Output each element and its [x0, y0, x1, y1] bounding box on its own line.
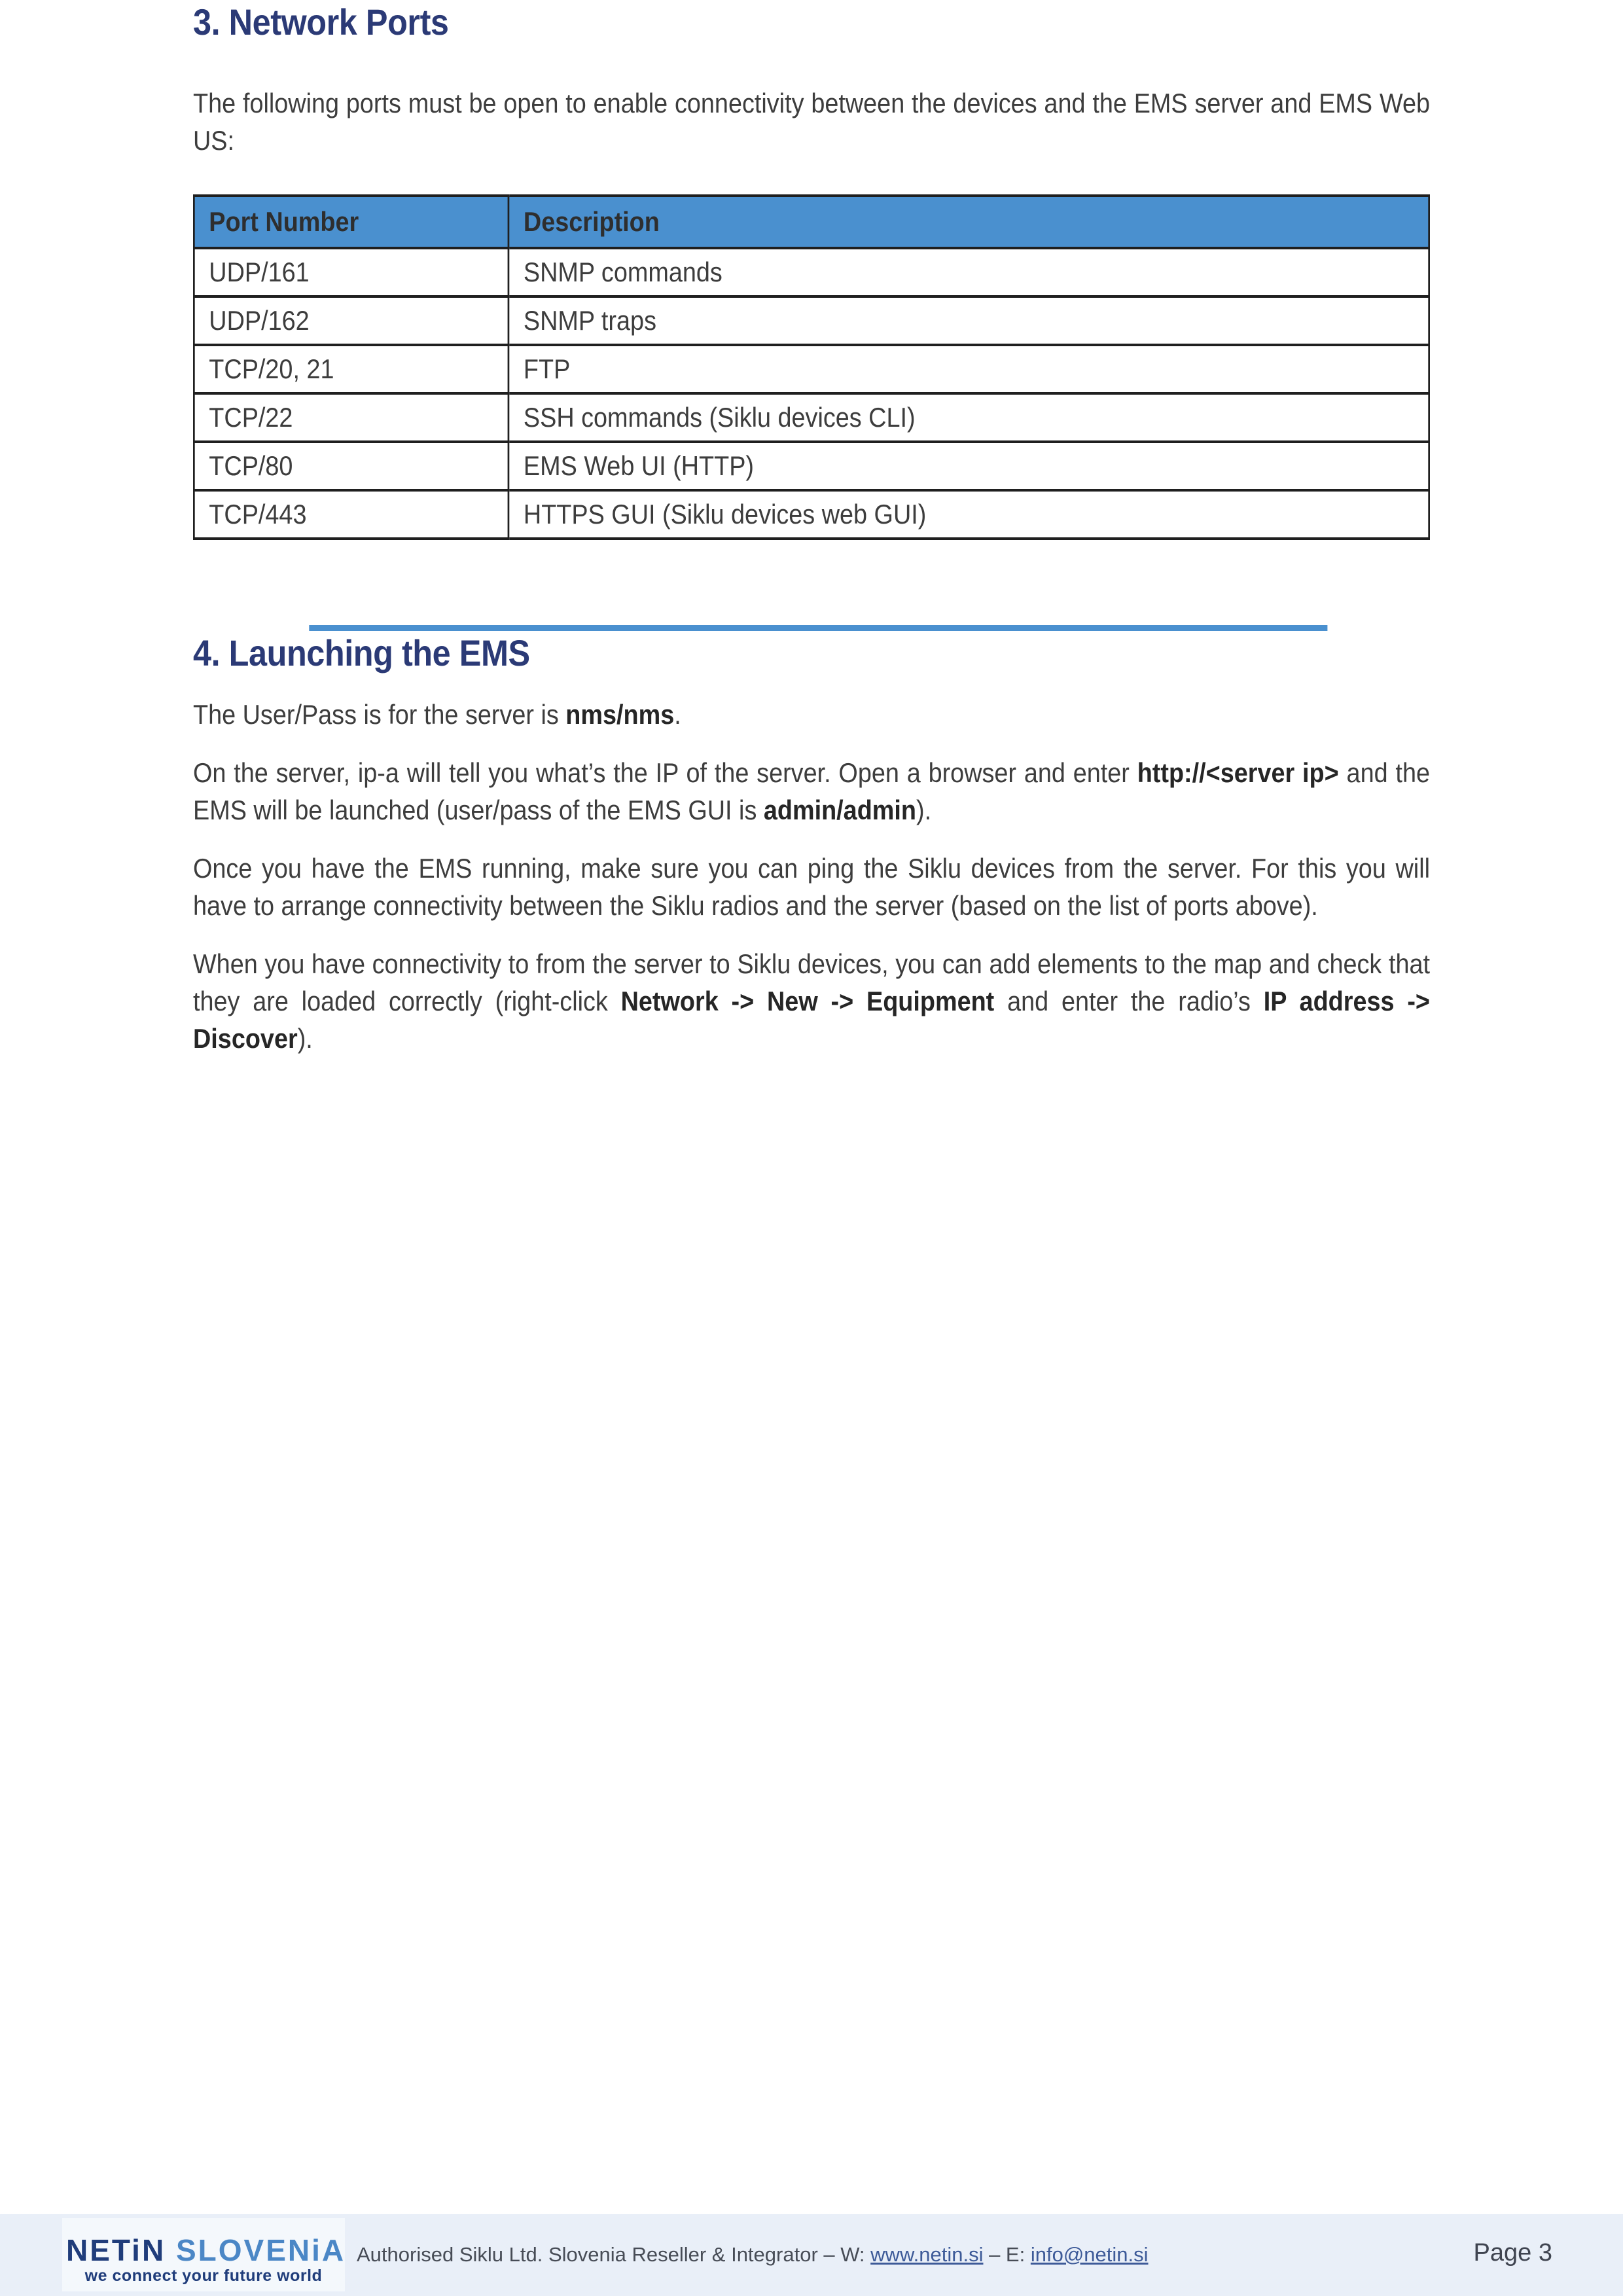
paragraph [193, 754, 1430, 829]
column-header: Port Number [194, 196, 508, 248]
description-cell: HTTPS GUI (Siklu devices web GUI) [508, 490, 1429, 539]
text-run: On the server, ip-a will tell you what’s the IP of the server. Open a browser and enter [193, 757, 1137, 788]
bold-text: http://<server ip> [1137, 757, 1339, 788]
document-body [0, 0, 1623, 1057]
description-cell: FTP [508, 345, 1429, 393]
ports-table-body [194, 248, 1429, 539]
text-run: and the EMS will be launched (user/pass of the EMS GUI is [193, 757, 1430, 825]
port-number-cell: TCP/20, 21 [194, 345, 508, 393]
bold-text: admin/admin [763, 795, 917, 825]
ports-table-header-row [194, 196, 1429, 248]
port-number-cell: TCP/22 [194, 393, 508, 442]
description-cell: EMS Web UI (HTTP) [508, 442, 1429, 490]
text-run: The User/Pass is for the server is [193, 699, 566, 730]
port-number-cell: UDP/162 [194, 296, 508, 345]
bold-text: nms/nms [565, 699, 675, 730]
port-number-cell: UDP/161 [194, 248, 508, 296]
port-number-cell: TCP/80 [194, 442, 508, 490]
table-row [194, 442, 1429, 490]
table-row [194, 490, 1429, 539]
section-divider [309, 625, 1327, 631]
paragraph [193, 850, 1430, 924]
brand-name-netin: NETiN [66, 2233, 166, 2267]
footer-text [357, 2243, 1149, 2267]
bold-text: IP address -> Discover [193, 986, 1430, 1054]
netin-logo-wordmark [66, 2233, 346, 2268]
table-row [194, 345, 1429, 393]
page-number: Page 3 [1473, 2239, 1552, 2267]
brand-tagline: we connect your future world [84, 2267, 323, 2285]
port-number-cell: TCP/443 [194, 490, 508, 539]
table-row [194, 296, 1429, 345]
text-run: Once you have the EMS running, make sure you can ping the Siklu devices from the server. For this you will have to arrange connectivity between the Siklu radios and the server (based on the list of ports above). [193, 853, 1430, 921]
table-row [194, 393, 1429, 442]
section-3-intro: The following ports must be open to enable connectivity between the devices and the EMS server and EMS Web US: [193, 88, 1430, 156]
column-header: Description [508, 196, 1429, 248]
text-run: and enter the radio’s [994, 986, 1264, 1016]
table-row [194, 248, 1429, 296]
section-3-heading: 3. Network Ports [193, 1, 449, 43]
text-run: – E: [983, 2243, 1031, 2266]
paragraph [193, 945, 1430, 1057]
text-run: Authorised Siklu Ltd. Slovenia Reseller & Integrator – W: [357, 2243, 871, 2266]
website-link[interactable]: www.netin.si [870, 2243, 984, 2266]
netin-logo [62, 2218, 345, 2291]
email-link[interactable]: info@netin.si [1030, 2243, 1149, 2266]
text-run: ). [916, 795, 932, 825]
text-run: When you have connectivity to from the server to Siklu devices, you can add elements to the map and check that they are loaded correctly (right-click [193, 948, 1430, 1016]
page-footer [0, 2214, 1623, 2296]
brand-name-slovenia: SLOVENiA [175, 2233, 346, 2267]
section-4-heading: 4. Launching the EMS [193, 632, 530, 673]
paragraph [193, 696, 1430, 733]
ports-table [193, 194, 1430, 540]
description-cell: SNMP traps [508, 296, 1429, 345]
text-run: ). [297, 1023, 313, 1054]
description-cell: SNMP commands [508, 248, 1429, 296]
bold-text: Network -> New -> Equipment [620, 986, 995, 1016]
description-cell: SSH commands (Siklu devices CLI) [508, 393, 1429, 442]
text-run: . [674, 699, 681, 730]
section-4-paragraphs [193, 696, 1430, 1057]
